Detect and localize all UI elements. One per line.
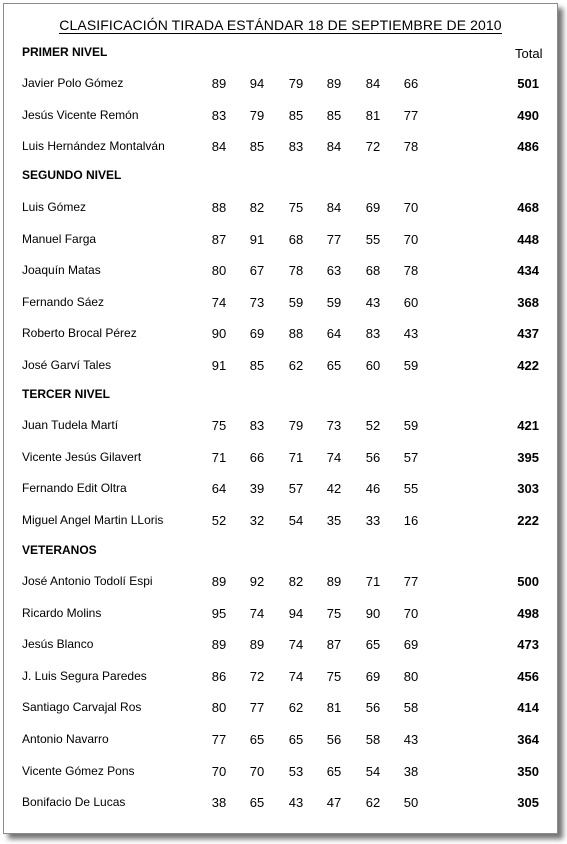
competitor-name: Santiago Carvajal Ros [22, 700, 142, 715]
score-cell: 56 [365, 449, 381, 465]
score-cell: 16 [403, 512, 419, 528]
score-cell: 83 [211, 107, 227, 123]
score-cell: 62 [288, 700, 304, 716]
score-cell: 82 [249, 200, 265, 215]
score-cell: 59 [288, 294, 304, 310]
table-row [4, 606, 557, 622]
score-cell: 80 [211, 263, 227, 279]
competitor-name: Javier Polo Gómez [22, 76, 124, 90]
score-cell: 55 [403, 481, 419, 497]
score-cell: 66 [403, 76, 419, 91]
score-cell: 54 [288, 512, 304, 528]
competitor-name: Luis Gómez [22, 200, 87, 214]
score-cell: 75 [211, 418, 227, 433]
score-cell: 92 [249, 574, 265, 589]
score-cell: 86 [211, 668, 227, 684]
total-cell: 498 [517, 605, 539, 621]
score-cell: 89 [211, 76, 227, 91]
score-cell: 77 [211, 732, 227, 747]
score-cell: 89 [326, 76, 342, 91]
table-row [4, 263, 557, 279]
score-cell: 83 [365, 326, 381, 342]
score-cell: 69 [403, 637, 419, 653]
score-cell: 74 [326, 449, 342, 465]
score-cell: 73 [326, 418, 342, 433]
score-cell: 43 [365, 294, 381, 310]
score-cell: 60 [403, 294, 419, 310]
competitor-name: Fernando Sáez [22, 294, 105, 309]
competitor-name: José Garví Tales [22, 358, 112, 372]
results-sheet [3, 3, 558, 834]
total-cell: 434 [517, 263, 539, 279]
score-cell: 35 [326, 512, 342, 528]
table-row [4, 418, 557, 434]
score-cell: 59 [326, 294, 342, 310]
score-cell: 84 [211, 139, 227, 154]
score-cell: 71 [211, 449, 227, 465]
score-cell: 83 [288, 139, 304, 154]
competitor-name: Vicente Jesús Gilavert [22, 449, 142, 464]
score-cell: 87 [211, 231, 227, 247]
table-row [4, 764, 557, 780]
score-cell: 91 [249, 231, 265, 247]
competitor-name: Bonifacio De Lucas [22, 795, 126, 810]
total-cell: 486 [517, 139, 539, 154]
score-cell: 65 [249, 732, 265, 747]
competitor-name: José Antonio Todolí Espi [22, 574, 153, 588]
total-cell: 368 [517, 294, 539, 310]
score-cell: 74 [288, 668, 304, 684]
total-cell: 422 [517, 358, 539, 373]
score-cell: 33 [365, 512, 381, 528]
score-cell: 72 [365, 139, 381, 154]
score-cell: 67 [249, 263, 265, 279]
score-cell: 75 [326, 668, 342, 684]
table-row [4, 513, 557, 529]
table-row [4, 200, 557, 216]
table-row [4, 700, 557, 716]
score-cell: 43 [403, 326, 419, 342]
score-cell: 69 [249, 326, 265, 342]
score-cell: 80 [211, 700, 227, 716]
score-cell: 57 [403, 449, 419, 465]
score-cell: 53 [288, 763, 304, 779]
score-cell: 62 [288, 358, 304, 373]
section-header: PRIMER NIVEL [22, 45, 108, 59]
score-cell: 39 [249, 481, 265, 497]
score-cell: 66 [249, 449, 265, 465]
score-cell: 78 [403, 139, 419, 154]
table-row [4, 450, 557, 466]
score-cell: 38 [403, 763, 419, 779]
score-cell: 70 [403, 605, 419, 621]
score-cell: 82 [288, 574, 304, 589]
page-title [4, 17, 557, 33]
table-row [4, 232, 557, 248]
score-cell: 72 [249, 668, 265, 684]
table-row [4, 326, 557, 342]
score-cell: 62 [365, 795, 381, 811]
score-cell: 65 [326, 763, 342, 779]
total-cell: 473 [517, 637, 539, 653]
score-cell: 50 [403, 795, 419, 811]
score-cell: 94 [249, 76, 265, 91]
score-cell: 89 [211, 637, 227, 653]
score-cell: 79 [288, 76, 304, 91]
score-cell: 43 [403, 732, 419, 747]
score-cell: 89 [211, 574, 227, 589]
score-cell: 90 [365, 605, 381, 621]
score-cell: 32 [249, 512, 265, 528]
score-cell: 52 [211, 512, 227, 528]
score-cell: 74 [249, 605, 265, 621]
score-cell: 60 [365, 358, 381, 373]
score-cell: 73 [249, 294, 265, 310]
score-cell: 75 [288, 200, 304, 215]
score-cell: 85 [288, 107, 304, 123]
total-cell: 501 [517, 76, 539, 91]
score-cell: 70 [403, 231, 419, 247]
competitor-name: Roberto Brocal Pérez [22, 326, 137, 341]
score-cell: 74 [288, 637, 304, 653]
score-cell: 68 [365, 263, 381, 279]
competitor-name: J. Luis Segura Paredes [22, 668, 147, 683]
score-cell: 58 [403, 700, 419, 716]
score-cell: 85 [249, 139, 265, 154]
score-cell: 59 [403, 358, 419, 373]
score-cell: 70 [403, 200, 419, 215]
score-cell: 58 [365, 732, 381, 747]
total-cell: 437 [517, 326, 539, 342]
score-cell: 74 [211, 294, 227, 310]
competitor-name: Joaquín Matas [22, 263, 101, 278]
table-row [4, 108, 557, 124]
score-cell: 84 [326, 139, 342, 154]
competitor-name: Jesús Blanco [22, 637, 94, 652]
total-cell: 421 [517, 418, 539, 433]
total-cell: 490 [517, 107, 539, 123]
table-row [4, 358, 557, 374]
section-header: SEGUNDO NIVEL [22, 168, 122, 182]
total-cell: 350 [517, 763, 539, 779]
score-cell: 79 [249, 107, 265, 123]
table-row [4, 481, 557, 497]
total-column-header: Total [515, 46, 543, 61]
score-cell: 56 [326, 732, 342, 747]
competitor-name: Juan Tudela Martí [22, 418, 119, 432]
score-cell: 75 [326, 605, 342, 621]
score-cell: 89 [326, 574, 342, 589]
section-header: TERCER NIVEL [22, 387, 111, 401]
score-cell: 81 [326, 700, 342, 716]
score-cell: 64 [326, 326, 342, 342]
total-cell: 303 [517, 481, 539, 497]
score-cell: 95 [211, 605, 227, 621]
total-cell: 468 [517, 200, 539, 215]
competitor-name: Luis Hernández Montalván [22, 139, 165, 153]
competitor-name: Miguel Angel Martin LLoris [22, 512, 164, 527]
total-cell: 414 [517, 700, 539, 716]
score-cell: 63 [326, 263, 342, 279]
score-cell: 54 [365, 763, 381, 779]
score-cell: 43 [288, 795, 304, 811]
score-cell: 59 [403, 418, 419, 433]
total-cell: 448 [517, 231, 539, 247]
table-row [4, 637, 557, 653]
competitor-name: Vicente Gómez Pons [22, 763, 135, 778]
score-cell: 65 [249, 795, 265, 811]
table-row [4, 76, 557, 92]
score-cell: 80 [403, 668, 419, 684]
score-cell: 52 [365, 418, 381, 433]
score-cell: 94 [288, 605, 304, 621]
score-cell: 84 [326, 200, 342, 215]
score-cell: 88 [211, 200, 227, 215]
total-cell: 305 [517, 795, 539, 811]
score-cell: 64 [211, 481, 227, 497]
competitor-name: Fernando Edit Oltra [22, 481, 127, 496]
score-cell: 84 [365, 76, 381, 91]
score-cell: 65 [326, 358, 342, 373]
total-cell: 456 [517, 668, 539, 684]
score-cell: 90 [211, 326, 227, 342]
score-cell: 85 [326, 107, 342, 123]
score-cell: 77 [249, 700, 265, 716]
competitor-name: Ricardo Molins [22, 605, 102, 620]
score-cell: 71 [288, 449, 304, 465]
competitor-name: Manuel Farga [22, 231, 97, 246]
score-cell: 68 [288, 231, 304, 247]
score-cell: 88 [288, 326, 304, 342]
table-row [4, 669, 557, 685]
competitor-name: Jesús Vicente Remón [22, 107, 139, 122]
score-cell: 70 [211, 763, 227, 779]
score-cell: 69 [365, 200, 381, 215]
score-cell: 56 [365, 700, 381, 716]
score-cell: 85 [249, 358, 265, 373]
score-cell: 79 [288, 418, 304, 433]
score-cell: 70 [249, 763, 265, 779]
total-cell: 222 [517, 512, 539, 528]
table-row [4, 295, 557, 311]
table-row [4, 732, 557, 748]
table-row [4, 795, 557, 811]
score-cell: 78 [288, 263, 304, 279]
score-cell: 83 [249, 418, 265, 433]
total-cell: 395 [517, 449, 539, 465]
score-cell: 78 [403, 263, 419, 279]
score-cell: 65 [365, 637, 381, 653]
score-cell: 69 [365, 668, 381, 684]
score-cell: 46 [365, 481, 381, 497]
section-header: VETERANOS [22, 543, 97, 557]
score-cell: 55 [365, 231, 381, 247]
score-cell: 47 [326, 795, 342, 811]
score-cell: 89 [249, 637, 265, 653]
score-cell: 77 [326, 231, 342, 247]
score-cell: 87 [326, 637, 342, 653]
table-row [4, 574, 557, 590]
score-cell: 42 [326, 481, 342, 497]
score-cell: 65 [288, 732, 304, 747]
table-row [4, 139, 557, 155]
score-cell: 81 [365, 107, 381, 123]
score-cell: 57 [288, 481, 304, 497]
total-cell: 500 [517, 574, 539, 589]
total-cell: 364 [517, 732, 539, 747]
score-cell: 91 [211, 358, 227, 373]
score-cell: 71 [365, 574, 381, 589]
score-cell: 77 [403, 574, 419, 589]
score-cell: 77 [403, 107, 419, 123]
title-text: CLASIFICACIÓN TIRADA ESTÁNDAR 18 DE SEPTIEMBRE DE 2010 [59, 17, 502, 33]
score-cell: 38 [211, 795, 227, 811]
competitor-name: Antonio Navarro [22, 732, 109, 746]
